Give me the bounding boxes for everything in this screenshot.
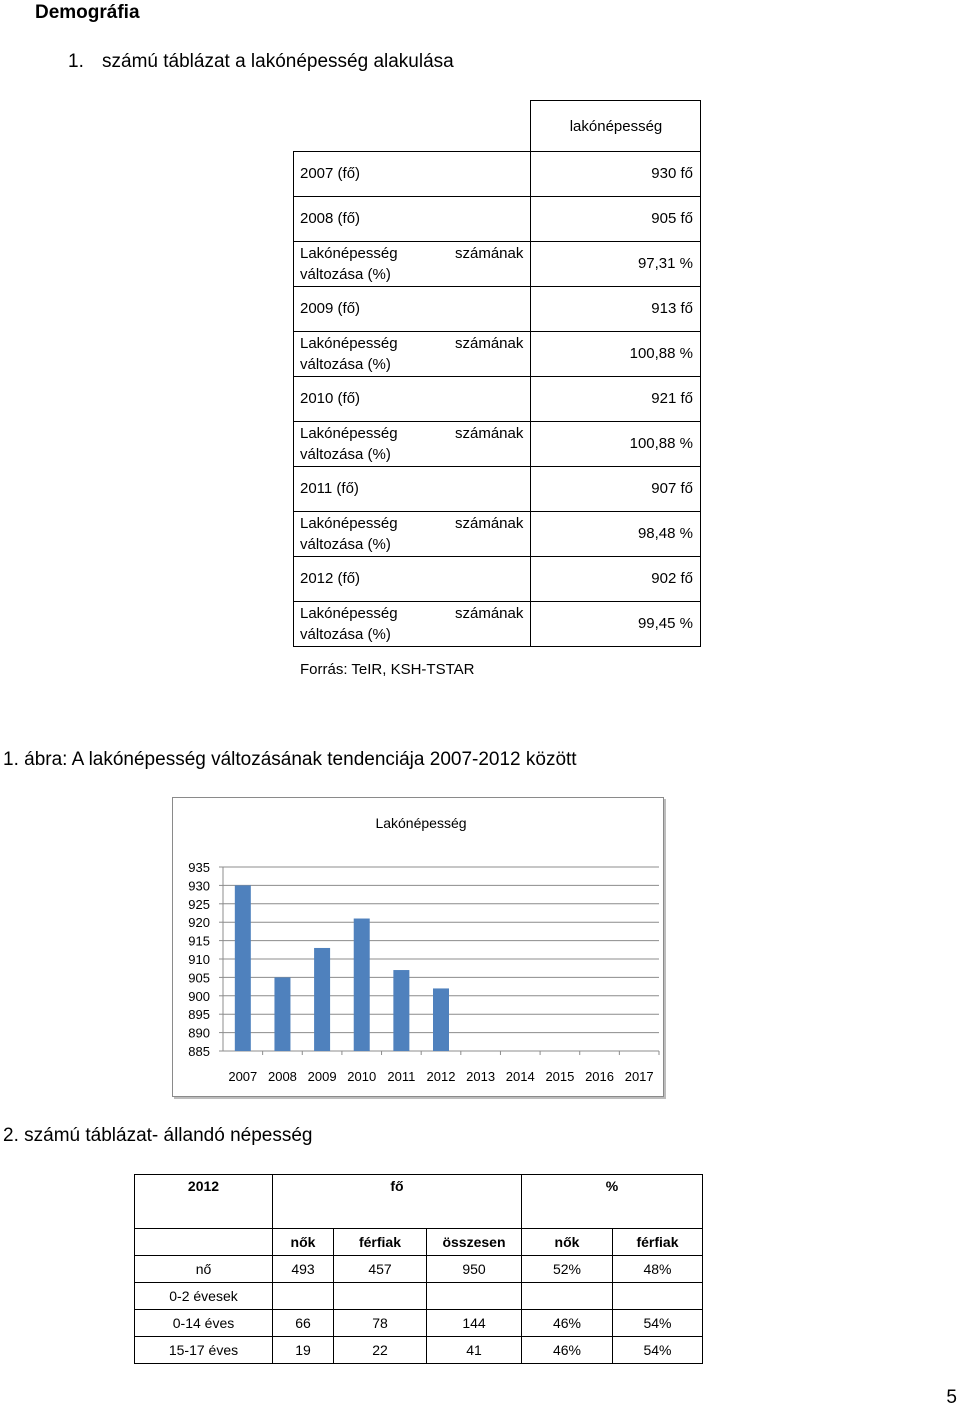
subheader-empty (135, 1229, 273, 1256)
table-cell: 52% (522, 1256, 613, 1283)
row-label-change-line2: változása (%) (300, 446, 391, 463)
row-value-2008: 905 fő (651, 210, 693, 227)
row-label-change-line2: változása (%) (300, 356, 391, 373)
row-label-2010: 2010 (fő) (300, 390, 361, 407)
x-tick-label: 2014 (505, 1069, 535, 1084)
subheader-cell: összesen (427, 1229, 522, 1256)
table-cell: 493 (273, 1256, 334, 1283)
row-label: nő (135, 1256, 273, 1283)
table-row (135, 1256, 703, 1283)
table-cell: 19 (273, 1337, 334, 1364)
row-label-change-mid: számának (455, 605, 524, 622)
row-value-change: 100,88 % (629, 345, 693, 362)
x-tick-label: 2012 (426, 1069, 456, 1084)
table-cell (522, 1283, 613, 1310)
row-value-2009: 913 fő (651, 300, 693, 317)
y-tick-label: 915 (188, 933, 210, 949)
x-tick-label: 2015 (545, 1069, 575, 1084)
bar-2009 (314, 948, 330, 1051)
y-tick-label: 905 (188, 970, 210, 986)
table-cell: 78 (334, 1310, 427, 1337)
row-label: 0-14 éves (135, 1310, 273, 1337)
table1-caption (68, 51, 454, 73)
chart-title: Lakónépesség (375, 815, 467, 831)
row-label-change-line2: változása (%) (300, 626, 391, 643)
table1-source: Forrás: TeIR, KSH-TSTAR (300, 661, 475, 678)
table-cell: 46% (522, 1310, 613, 1337)
y-tick-label: 935 (188, 860, 210, 875)
row-label-2007: 2007 (fő) (300, 165, 361, 182)
row-label-change-line2: változása (%) (300, 536, 391, 553)
row-value-change: 98,48 % (637, 525, 693, 542)
x-tick-label: 2013 (466, 1069, 496, 1084)
table-cell (334, 1283, 427, 1310)
subheader-cell: nők (522, 1229, 613, 1256)
table1-caption-number: 1. (68, 51, 84, 72)
table-cell: 22 (334, 1337, 427, 1364)
row-label-change-mid: számának (455, 515, 524, 532)
x-tick-label: 2008 (267, 1069, 297, 1084)
table-cell: 48% (613, 1256, 703, 1283)
y-tick-label: 885 (188, 1044, 210, 1059)
header-year: 2012 (135, 1175, 273, 1229)
table-row (135, 1283, 703, 1310)
row-value-2012: 902 fő (651, 570, 693, 587)
row-label-change: Lakónépesség (300, 425, 398, 442)
x-tick-label: 2007 (228, 1069, 258, 1084)
table-cell: 144 (427, 1310, 522, 1337)
table-cell: 457 (334, 1256, 427, 1283)
section-heading: Demográfia (35, 2, 140, 23)
permanent-population-table (134, 1174, 703, 1364)
y-tick-label: 920 (188, 915, 210, 931)
subheader-cell: férfiak (613, 1229, 703, 1256)
population-chart (172, 797, 664, 1097)
row-label-change-mid: számának (455, 425, 524, 442)
table-cell: 950 (427, 1256, 522, 1283)
table-cell: 54% (613, 1337, 703, 1364)
row-label-change-mid: számának (455, 245, 524, 262)
table-row (135, 1337, 703, 1364)
y-tick-label: 925 (188, 896, 210, 912)
y-tick-label: 890 (188, 1025, 210, 1041)
row-value-2007: 930 fő (651, 165, 693, 182)
population-table (293, 100, 701, 647)
column-header: lakónépesség (569, 118, 663, 135)
x-tick-label: 2011 (387, 1069, 416, 1084)
row-value-change: 99,45 % (637, 615, 693, 632)
bar-2007 (235, 885, 251, 1051)
table2-caption: 2. számú táblázat- állandó népesség (3, 1125, 313, 1146)
row-label-change: Lakónépesség (300, 605, 398, 622)
x-tick-label: 2017 (624, 1069, 654, 1084)
chart-canvas (173, 798, 663, 1096)
table-cell (613, 1283, 703, 1310)
y-tick-label: 900 (188, 988, 210, 1004)
table-cell: 66 (273, 1310, 334, 1337)
y-tick-label: 910 (188, 952, 210, 967)
row-value-2010: 921 fő (651, 390, 693, 407)
row-label-change: Lakónépesség (300, 335, 398, 352)
row-label: 15-17 éves (135, 1337, 273, 1364)
row-value-change: 97,31 % (637, 255, 693, 272)
header-pct: % (522, 1175, 703, 1229)
figure-caption: 1. ábra: A lakónépesség változásának tendenciája 2007-2012 között (3, 749, 577, 770)
row-label: 0-2 évesek (135, 1283, 273, 1310)
table-cell: 46% (522, 1337, 613, 1364)
header-fo: fő (273, 1175, 522, 1229)
row-value-2011: 907 fő (651, 480, 693, 497)
bar-2011 (393, 970, 409, 1051)
row-label-2008: 2008 (fő) (300, 210, 361, 227)
table-cell (427, 1283, 522, 1310)
y-tick-label: 930 (188, 878, 210, 894)
subheader-cell: nők (273, 1229, 334, 1256)
y-tick-label: 895 (188, 1007, 210, 1023)
table-cell (273, 1283, 334, 1310)
table-cell: 41 (427, 1337, 522, 1364)
row-label-change-mid: számának (455, 335, 524, 352)
page-number: 5 (946, 1387, 957, 1408)
x-tick-label: 2010 (347, 1069, 377, 1084)
bar-2012 (433, 988, 449, 1051)
table-row (135, 1310, 703, 1337)
row-label-change: Lakónépesség (300, 515, 398, 532)
table-cell: 54% (613, 1310, 703, 1337)
row-label-2009: 2009 (fő) (300, 300, 361, 317)
row-label-2012: 2012 (fő) (300, 570, 361, 587)
bar-2010 (354, 919, 370, 1051)
row-value-change: 100,88 % (629, 435, 693, 452)
subheader-cell: férfiak (334, 1229, 427, 1256)
x-tick-label: 2016 (585, 1069, 615, 1084)
row-label-2011: 2011 (fő) (300, 480, 359, 497)
table1-caption-text: számú táblázat a lakónépesség alakulása (102, 51, 454, 72)
bar-2008 (274, 977, 290, 1051)
row-label-change: Lakónépesség (300, 245, 398, 262)
row-label-change-line2: változása (%) (300, 266, 391, 283)
x-tick-label: 2009 (307, 1069, 337, 1084)
